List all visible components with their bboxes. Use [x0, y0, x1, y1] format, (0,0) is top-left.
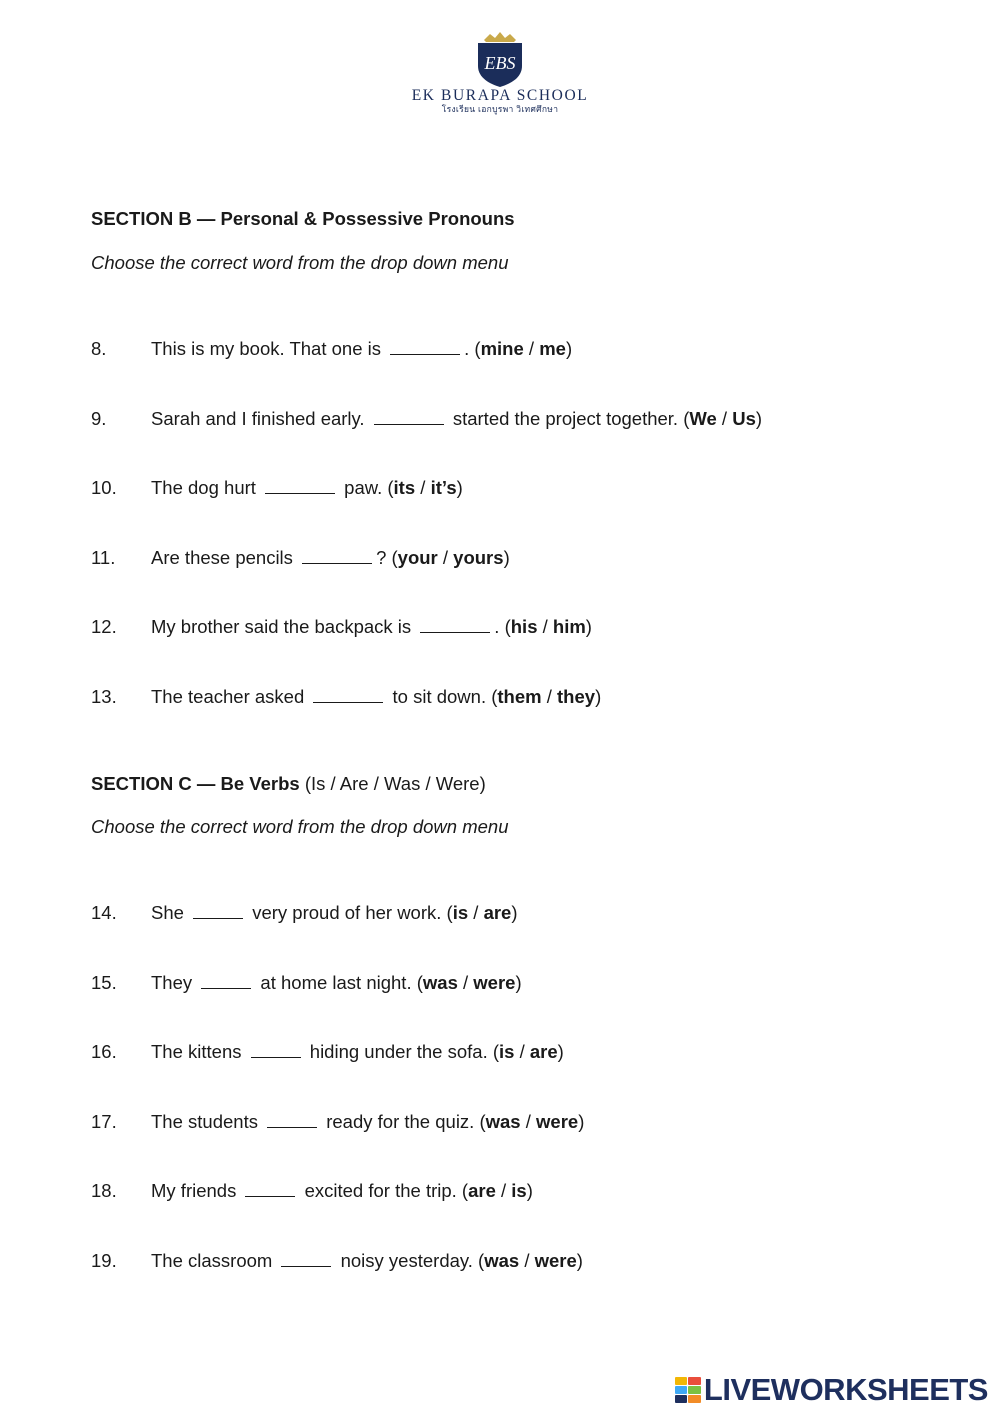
option-2: were	[534, 1249, 577, 1271]
answer-dropdown[interactable]	[313, 688, 383, 703]
question-before: My brother said the backpack is	[151, 616, 417, 637]
question-number: 10.	[91, 477, 117, 498]
answer-dropdown[interactable]	[281, 1252, 331, 1267]
question-text	[151, 338, 572, 360]
question-before: They	[151, 971, 198, 993]
answer-dropdown[interactable]	[420, 618, 490, 633]
option-1: them	[497, 685, 542, 707]
question-text	[151, 1250, 583, 1272]
question-before: Sarah and I finished early.	[151, 407, 370, 429]
question-number: 8.	[91, 338, 107, 359]
option-2: they	[557, 685, 596, 707]
question-number: 14.	[91, 902, 117, 923]
question-number: 9.	[91, 407, 107, 429]
question-text	[151, 477, 463, 499]
liveworksheets-logo-icon	[675, 1377, 701, 1403]
option-close: )	[585, 616, 592, 637]
option-2: were	[536, 1110, 579, 1132]
question-text	[151, 902, 518, 924]
question-text	[151, 972, 522, 994]
option-1: mine	[480, 338, 524, 359]
section-c-title-bold: SECTION C — Be Verbs	[91, 773, 300, 794]
option-2: me	[539, 338, 566, 359]
question-before: The classroom	[151, 1249, 278, 1271]
question-after: hiding under the sofa. (	[304, 1041, 500, 1062]
option-2: are	[529, 1041, 558, 1062]
option-1: your	[397, 546, 438, 568]
question-before: The teacher asked	[151, 685, 310, 707]
option-close: )	[526, 1180, 533, 1201]
question-text	[151, 1180, 533, 1202]
school-name-thai: โรงเรียน เอกบูรพา วิเทศศึกษา	[441, 104, 559, 114]
option-2: it’s	[430, 477, 457, 498]
question-before: She	[151, 902, 190, 923]
option-close: )	[511, 902, 518, 923]
option-separator: /	[537, 616, 553, 637]
option-separator: /	[457, 971, 474, 993]
question-text	[151, 547, 510, 569]
question-number: 17.	[91, 1110, 117, 1132]
question-text	[151, 1111, 584, 1133]
question-number: 16.	[91, 1041, 117, 1062]
option-2: yours	[453, 546, 504, 568]
answer-dropdown[interactable]	[193, 904, 243, 919]
option-1: is	[499, 1041, 515, 1062]
option-separator: /	[519, 1249, 535, 1271]
option-separator: /	[716, 407, 733, 429]
option-2: Us	[732, 407, 756, 429]
question-after: ready for the quiz. (	[321, 1110, 486, 1132]
question-before: Are these pencils	[151, 546, 299, 568]
option-2: him	[552, 616, 586, 637]
question-after: paw. (	[339, 477, 394, 498]
option-1: is	[452, 902, 469, 923]
question-text	[151, 408, 762, 430]
section-b-title: SECTION B — Personal & Possessive Pronouns	[91, 208, 515, 229]
option-separator: /	[514, 1041, 530, 1062]
question-before: This is my book. That one is	[151, 338, 387, 359]
question-before: The dog hurt	[151, 477, 262, 498]
option-separator: /	[523, 338, 540, 359]
question-text	[151, 616, 592, 638]
option-separator: /	[541, 685, 558, 707]
option-1: We	[689, 407, 717, 429]
section-b-instruction: Choose the correct word from the drop down menu	[91, 252, 509, 273]
answer-dropdown[interactable]	[201, 974, 251, 989]
option-separator: /	[415, 477, 431, 498]
question-after: noisy yesterday. (	[335, 1249, 485, 1271]
school-crest-icon	[474, 28, 526, 88]
answer-dropdown[interactable]	[267, 1113, 317, 1128]
option-separator: /	[495, 1180, 512, 1201]
answer-dropdown[interactable]	[245, 1182, 295, 1197]
option-2: is	[511, 1180, 527, 1201]
school-logo	[0, 28, 1000, 114]
option-separator: /	[520, 1110, 537, 1132]
question-number: 12.	[91, 616, 117, 637]
option-close: )	[503, 546, 510, 568]
question-before: My friends	[151, 1180, 242, 1201]
option-1: its	[393, 477, 416, 498]
answer-dropdown[interactable]	[390, 340, 460, 355]
question-after: to sit down. (	[387, 685, 498, 707]
option-close: )	[557, 1041, 564, 1062]
option-separator: /	[437, 546, 454, 568]
answer-dropdown[interactable]	[251, 1043, 301, 1058]
answer-dropdown[interactable]	[374, 410, 444, 425]
option-close: )	[595, 685, 602, 707]
option-1: was	[485, 1110, 521, 1132]
question-after: at home last night. (	[255, 971, 423, 993]
section-c-title-normal: (Is / Are / Was / Were)	[299, 773, 486, 794]
svg-text:EBS: EBS	[484, 53, 516, 73]
question-number: 15.	[91, 971, 117, 993]
answer-dropdown[interactable]	[302, 549, 372, 564]
answer-dropdown[interactable]	[265, 479, 335, 494]
question-number: 11.	[91, 546, 116, 568]
option-close: )	[755, 407, 763, 429]
question-text	[151, 686, 601, 708]
question-after: very proud of her work. (	[247, 902, 453, 923]
option-1: was	[422, 971, 458, 993]
question-after: started the project together. (	[447, 407, 690, 429]
section-c-title	[91, 773, 486, 795]
option-1: are	[468, 1180, 496, 1201]
option-2: were	[473, 971, 516, 993]
option-close: )	[456, 477, 463, 498]
question-text	[151, 1041, 564, 1063]
question-after: . (	[494, 616, 511, 637]
question-number: 13.	[91, 685, 117, 707]
school-name: EK BURAPA SCHOOL	[411, 87, 589, 104]
option-close: )	[515, 971, 522, 993]
question-number: 19.	[91, 1249, 117, 1271]
question-number: 18.	[91, 1180, 117, 1201]
option-1: his	[510, 616, 538, 637]
question-before: The kittens	[151, 1041, 247, 1062]
question-after: excited for the trip. (	[299, 1180, 469, 1201]
option-separator: /	[468, 902, 484, 923]
option-2: are	[483, 902, 512, 923]
option-close: )	[578, 1110, 585, 1132]
question-after: ? (	[376, 546, 398, 568]
liveworksheets-wordmark: LIVEWORKSHEETS	[703, 1372, 988, 1407]
option-1: was	[484, 1249, 520, 1271]
question-before: The students	[151, 1110, 264, 1132]
question-after: . (	[464, 338, 481, 359]
liveworksheets-brand	[675, 1374, 988, 1406]
option-close: )	[576, 1249, 583, 1271]
option-close: )	[565, 338, 573, 359]
section-c-instruction: Choose the correct word from the drop down menu	[91, 816, 509, 837]
